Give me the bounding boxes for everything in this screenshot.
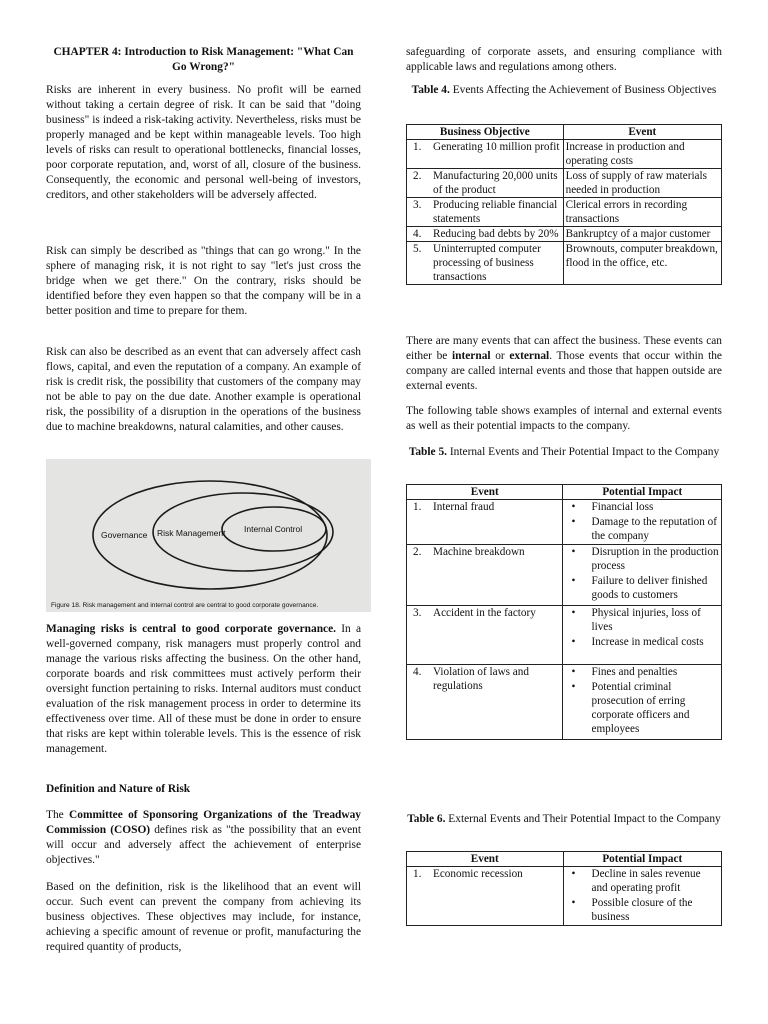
row-number: 4.: [413, 666, 422, 678]
event-cell-text: Violation of laws and regulations: [433, 666, 529, 692]
objective-cell: [407, 140, 564, 169]
table6: [406, 851, 722, 926]
event-cell-text: Internal fraud: [433, 501, 495, 513]
objective-cell-text: Reducing bad debts by 20%: [433, 228, 559, 240]
table6-caption-text: External Events and Their Potential Impact to the Company: [445, 813, 721, 825]
events-text-2: . Those events that occur within the company are called internal events and those that happen outside are external events.: [406, 350, 722, 392]
event-cell: Clerical errors in recording transactions: [563, 198, 721, 227]
impact-cell: [563, 867, 722, 926]
table4-header-event: Event: [563, 125, 721, 140]
impact-cell: [563, 665, 722, 740]
row-number: 4.: [413, 228, 422, 240]
table4-caption: [406, 83, 722, 98]
table-row: [407, 242, 722, 285]
table4: [406, 124, 722, 285]
risk-management-label: Risk Management: [157, 528, 226, 538]
nested-ellipses-diagram: [46, 459, 371, 612]
row-number: 3.: [413, 607, 422, 619]
impact-item: • Decline in sales revenue and operating profit: [592, 867, 720, 895]
row-number: 3.: [413, 199, 422, 211]
coso-post: defines risk as "the possibility that an event will occur and adversely affect the achievement of enterprise objectives.": [46, 824, 361, 866]
event-cell-text: Economic recession: [433, 868, 523, 880]
impact-list: [565, 545, 719, 602]
table6-caption-label: Table 6.: [407, 813, 446, 825]
table5-body: [407, 500, 722, 740]
events-external-bold: external: [509, 350, 550, 362]
table-row: [407, 545, 722, 606]
governance-lead-bold: Managing risks is central to good corporate governance.: [46, 623, 336, 635]
internal-control-label: Internal Control: [244, 524, 303, 534]
figure-caption: Figure 18. Risk management and internal control are central to good corporate governance.: [51, 602, 319, 609]
governance-label: Governance: [101, 530, 148, 540]
objective-cell: [407, 198, 564, 227]
events-internal-bold: internal: [451, 350, 491, 362]
event-cell: [407, 606, 563, 665]
event-cell: Increase in production and operating costs: [563, 140, 721, 169]
impact-item: • Potential criminal prosecution of erring corporate officers and employees: [591, 680, 719, 736]
impact-cell: [563, 606, 722, 665]
governance-rest: In a well-governed company, risk managers must properly control and manage the various risks affecting the business. On the other hand, corporate boards and risk committees must actively perform their oversight function pertaining to risks. Internal auditors must conduct evaluation of the risk management process in order to determine its effectiveness over time. All of these must be done in order to ensure that risks are kept within tolerable levels. This is the essence of risk management.: [46, 623, 361, 755]
event-cell: [407, 665, 563, 740]
impact-list: [565, 665, 719, 736]
heading-definition: Definition and Nature of Risk: [46, 783, 191, 795]
table4-header-objective: Business Objective: [407, 125, 564, 140]
paragraph-definition-explained: Based on the definition, risk is the likelihood that an event will occur. Such event can prevent the company from achieving its business objectives. These objectives may include, for instance, achieving a specific amount of revenue or profit, manufacturing the required quantity of products,: [46, 881, 361, 953]
event-cell-text: Accident in the factory: [433, 607, 536, 619]
impact-cell: [563, 545, 722, 606]
events-text-1: There are many events that can affect the business. These events can either be: [406, 335, 722, 362]
objective-cell-text: Generating 10 million profit: [433, 141, 560, 153]
event-cell: [407, 545, 563, 606]
paragraph-risks-inherent: Risks are inherent in every business. No profit will be earned without taking a certain degree of risk. It can be said that "doing business" is indeed a risk-taking activity. Nevertheless, risks must be properly managed and be kept within manageable levels. Too high levels of risks can result to operational bottlenecks, financial losses, poor corporate reputation, and, worst of all, closure of the business. Consequently, the economic and personal well-being of investors, creditors, and other stakeholders will be adversely affected.: [46, 84, 361, 201]
table6-caption: [406, 812, 722, 827]
figure-governance-diagram: [46, 459, 371, 612]
table-header-row: [407, 485, 722, 500]
impact-item: • Fines and penalties: [591, 665, 719, 679]
table6-body: [407, 867, 722, 926]
event-cell: [407, 500, 563, 545]
row-number: 5.: [413, 243, 422, 255]
paragraph-internal-external: [406, 334, 722, 394]
impact-item: • Failure to deliver finished goods to customers: [591, 574, 719, 602]
row-number: 1.: [413, 868, 422, 880]
table4-caption-label: Table 4.: [411, 84, 450, 96]
impact-list: [566, 867, 720, 924]
row-number: 2.: [413, 546, 422, 558]
table5-caption: [406, 445, 722, 460]
table-header-row: [407, 125, 722, 140]
impact-list: [565, 500, 719, 543]
table-row: [407, 227, 722, 242]
impact-item: • Damage to the reputation of the company: [591, 515, 719, 543]
table-row: [407, 198, 722, 227]
table-row: [407, 169, 722, 198]
event-cell: Brownouts, computer breakdown, flood in the office, etc.: [563, 242, 721, 285]
event-cell: Bankruptcy of a major customer: [563, 227, 721, 242]
objective-cell-text: Manufacturing 20,000 units of the product: [433, 170, 558, 196]
events-or: or: [490, 350, 510, 362]
table5-header-event: Event: [407, 485, 563, 500]
impact-item: • Financial loss: [591, 500, 719, 514]
impact-item: • Increase in medical costs: [591, 635, 719, 649]
table-header-row: [407, 852, 722, 867]
paragraph-things-go-wrong: Risk can simply be described as "things that can go wrong." In the sphere of managing risk, it is not right to say "let's just cross the bridge when we get there." On the contrary, risks should be identified before they even happen so that the company will be in a better position and time to prepare for them.: [46, 245, 361, 317]
impact-list: [565, 606, 719, 649]
paragraph-adverse-event: Risk can also be described as an event that can adversely affect cash flows, capital, and even the reputation of a company. An example of risk is credit risk, the possibility that customers of the company may not be able to pay on the due date. Another example is operational risk, the possibility of a disruption in the operations of the business due to machine breakdowns, natural calamities, and other causes.: [46, 346, 361, 433]
objective-cell: [407, 242, 564, 285]
paragraph-governance: [46, 622, 361, 757]
objective-cell: [407, 169, 564, 198]
table-row: [407, 500, 722, 545]
table4-body: [407, 140, 722, 285]
event-cell-text: Machine breakdown: [433, 546, 525, 558]
table5-caption-label: Table 5.: [408, 446, 448, 458]
event-cell: Loss of supply of raw materials needed in production: [563, 169, 721, 198]
coso-pre: The: [46, 809, 70, 821]
event-cell: [407, 867, 564, 926]
table-row: [407, 140, 722, 169]
table6-header-impact: Potential Impact: [563, 852, 722, 867]
row-number: 2.: [413, 170, 422, 182]
objective-cell: [407, 227, 564, 242]
objective-cell-text: Uninterrupted computer processing of business transactions: [433, 243, 541, 283]
paragraph-following-table: The following table shows examples of internal and external events as well as their potential impacts to the company.: [406, 405, 722, 432]
impact-item: • Possible closure of the business: [592, 896, 720, 924]
coso-bold: Committee of Sponsoring Organizations of the Treadway Commission (COSO): [46, 809, 361, 836]
impact-item: • Disruption in the production process: [591, 545, 719, 573]
table5-header-impact: Potential Impact: [563, 485, 722, 500]
table-row: [407, 867, 722, 926]
table5: [406, 484, 722, 740]
table6-header-event: Event: [407, 852, 564, 867]
row-number: 1.: [413, 501, 422, 513]
paragraph-coso: [46, 808, 361, 868]
table-row: [407, 665, 722, 740]
chapter-title: CHAPTER 4: Introduction to Risk Management: "What Can Go Wrong?": [53, 46, 354, 73]
row-number: 1.: [413, 141, 422, 153]
table5-caption-text: Internal Events and Their Potential Impact to the Company: [447, 446, 720, 458]
impact-item: • Physical injuries, loss of lives: [591, 606, 719, 634]
table-row: [407, 606, 722, 665]
table4-caption-text: Events Affecting the Achievement of Business Objectives: [449, 84, 717, 96]
objective-cell-text: Producing reliable financial statements: [433, 199, 558, 225]
impact-cell: [563, 500, 722, 545]
paragraph-safeguarding: safeguarding of corporate assets, and ensuring compliance with applicable laws and regulations among others.: [406, 46, 722, 73]
